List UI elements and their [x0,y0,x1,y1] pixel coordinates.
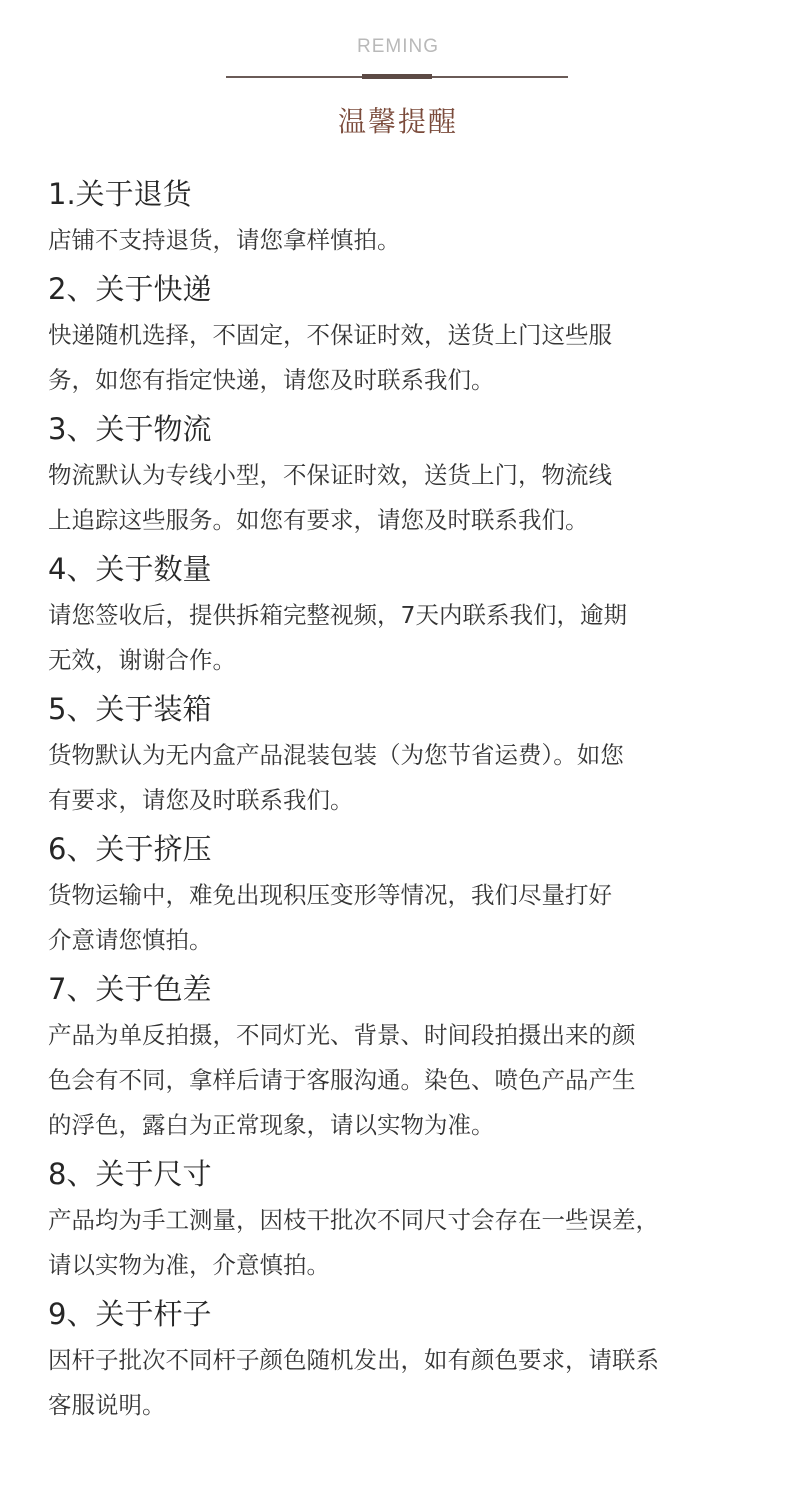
section-express [48,265,748,403]
section-line: 无效，谢谢合作。 [48,646,236,674]
header [0,0,796,150]
section-heading: 7、关于色差 [48,972,212,1006]
notice-list [48,170,748,1430]
section-color-difference [48,965,748,1148]
section-line: 介意请您慎拍。 [48,926,213,954]
section-line: 快递随机选择，不固定，不保证时效，送货上门这些服 [48,321,612,349]
section-line: 货物默认为无内盒产品混装包装（为您节省运费）。如您 [48,741,624,769]
section-heading: 6、关于挤压 [48,832,212,866]
header-divider-accent [362,74,432,79]
section-packing [48,685,748,823]
section-logistics [48,405,748,543]
section-heading: 2、关于快递 [48,272,212,306]
section-line: 因杆子批次不同杆子颜色随机发出，如有颜色要求，请联系 [48,1346,659,1374]
section-line: 的浮色，露白为正常现象，请以实物为准。 [48,1111,495,1139]
section-line: 色会有不同，拿样后请于客服沟通。染色、喷色产品产生 [48,1066,636,1094]
section-heading: 8、关于尺寸 [48,1157,212,1191]
section-size [48,1150,748,1288]
section-line: 货物运输中，难免出现积压变形等情况，我们尽量打好 [48,881,612,909]
section-heading: 3、关于物流 [48,412,212,446]
section-line: 产品均为手工测量，因枝干批次不同尺寸会存在一些误差， [48,1206,659,1234]
section-line: 店铺不支持退货，请您拿样慎拍。 [48,226,401,254]
section-line: 务，如您有指定快递，请您及时联系我们。 [48,366,495,394]
section-stems [48,1290,748,1428]
section-quantity [48,545,748,683]
section-line: 请您签收后，提供拆箱完整视频，7天内联系我们，逾期 [48,601,627,629]
section-heading: 9、关于杆子 [48,1297,212,1331]
section-line: 上追踪这些服务。如您有要求，请您及时联系我们。 [48,506,589,534]
page-title: 温馨提醒 [337,105,458,138]
section-heading: 4、关于数量 [48,552,212,586]
section-compression [48,825,748,963]
section-heading: 1.关于退货 [48,177,192,211]
section-returns [48,170,748,263]
section-line: 客服说明。 [48,1391,166,1419]
section-line: 有要求，请您及时联系我们。 [48,786,354,814]
section-line: 请以实物为准，介意慎拍。 [48,1251,330,1279]
brand-name: REMING [357,36,439,57]
section-line: 物流默认为专线小型，不保证时效，送货上门，物流线 [48,461,612,489]
section-line: 产品为单反拍摄，不同灯光、背景、时间段拍摄出来的颜 [48,1021,636,1049]
section-heading: 5、关于装箱 [48,692,212,726]
